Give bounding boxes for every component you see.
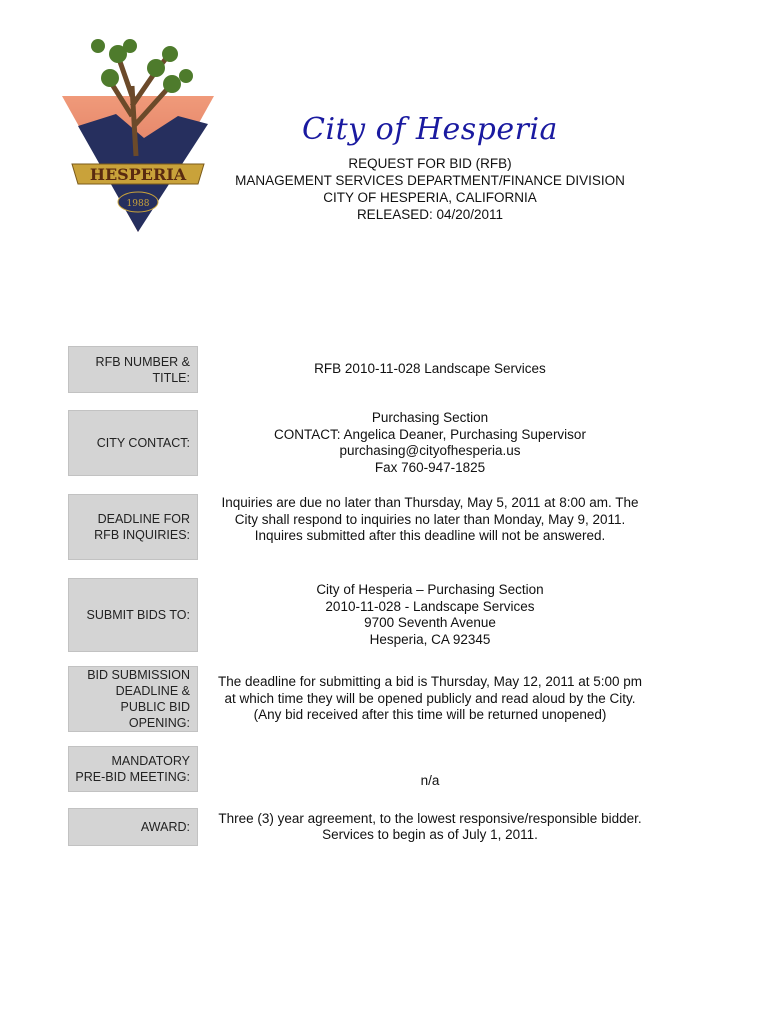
label-line: MANDATORY	[111, 754, 190, 768]
value-line: n/a	[420, 772, 440, 788]
value-line: 9700 Seventh Avenue	[364, 615, 496, 630]
label-line: BID SUBMISSION	[87, 668, 190, 682]
label-line: DEADLINE &	[115, 684, 190, 698]
label-bid-submission-deadline	[68, 666, 198, 732]
value-line: RFB 2010-11-028 Landscape Services	[314, 361, 546, 377]
value-line: The deadline for submitting a bid is Thursday, May 12, 2011 at 5:00 pm	[218, 674, 642, 690]
header-line-city: CITY OF HESPERIA, CALIFORNIA	[323, 190, 537, 205]
label-line: RFB NUMBER &	[95, 354, 190, 369]
value-line: 2010-11-028 - Landscape Services	[325, 598, 535, 614]
header-line-released: RELEASED: 04/20/2011	[356, 207, 504, 222]
city-name-title: City of Hesperia	[302, 112, 558, 147]
seal-name-text: HESPERIA	[89, 165, 187, 184]
value-city-contact	[200, 410, 660, 476]
seal-year-text: 1988	[126, 199, 150, 209]
label-line: PUBLIC BID	[120, 700, 190, 714]
header-line-department: MANAGEMENT SERVICES DEPARTMENT/FINANCE DIVISION	[235, 173, 625, 188]
tree-leaves	[91, 39, 193, 93]
value-line: Inquires submitted after this deadline will not be answered.	[254, 528, 606, 544]
contact-fax: Fax 760-947-1825	[374, 459, 486, 475]
city-seal-logo	[58, 26, 218, 236]
label-line: DEADLINE FOR	[97, 512, 190, 526]
label-line: RFB INQUIRIES:	[94, 528, 190, 542]
hesperia-seal-graphic	[58, 26, 218, 236]
value-line: Services to begin as of July 1, 2011.	[322, 827, 538, 842]
label-city-contact	[68, 410, 198, 476]
value-line: City shall respond to inquiries no later than Monday, May 9, 2011.	[234, 511, 626, 527]
label-line: TITLE:	[152, 370, 190, 385]
label-rfb-number-title	[68, 346, 198, 393]
value-line: Hesperia, CA 92345	[369, 631, 491, 647]
label-line: CITY CONTACT:	[96, 436, 190, 450]
value-award	[200, 808, 660, 846]
value-deadline-inquiries	[200, 494, 660, 546]
value-line: CONTACT: Angelica Deaner, Purchasing Supervisor	[274, 426, 586, 442]
label-line: OPENING:	[128, 716, 190, 730]
value-line: Inquiries are due no later than Thursday, May 5, 2011 at 8:00 am. The	[221, 495, 639, 511]
label-award	[68, 808, 198, 846]
value-line: (Any bid received after this time will be returned unopened)	[253, 707, 607, 723]
value-line: Purchasing Section	[371, 410, 489, 425]
value-submit-bids-address	[200, 578, 660, 652]
header-line-rfb: REQUEST FOR BID (RFB)	[348, 156, 512, 171]
label-line: AWARD:	[140, 820, 190, 834]
value-bid-submission-deadline	[200, 672, 660, 726]
value-rfb-number-title	[200, 346, 660, 393]
value-mandatory-prebid-meeting	[200, 766, 660, 796]
label-line: PRE-BID MEETING:	[75, 770, 190, 784]
value-line: at which time they will be opened publicly and read aloud by the City.	[224, 690, 636, 706]
value-line: City of Hesperia – Purchasing Section	[316, 582, 544, 597]
label-line: SUBMIT BIDS TO:	[86, 608, 190, 622]
label-mandatory-prebid-meeting	[68, 746, 198, 792]
contact-email: purchasing@cityofhesperia.us	[339, 443, 521, 458]
label-deadline-inquiries	[68, 494, 198, 560]
document-header	[200, 155, 660, 223]
label-submit-bids-to	[68, 578, 198, 652]
value-line: Three (3) year agreement, to the lowest responsive/responsible bidder.	[218, 810, 642, 826]
